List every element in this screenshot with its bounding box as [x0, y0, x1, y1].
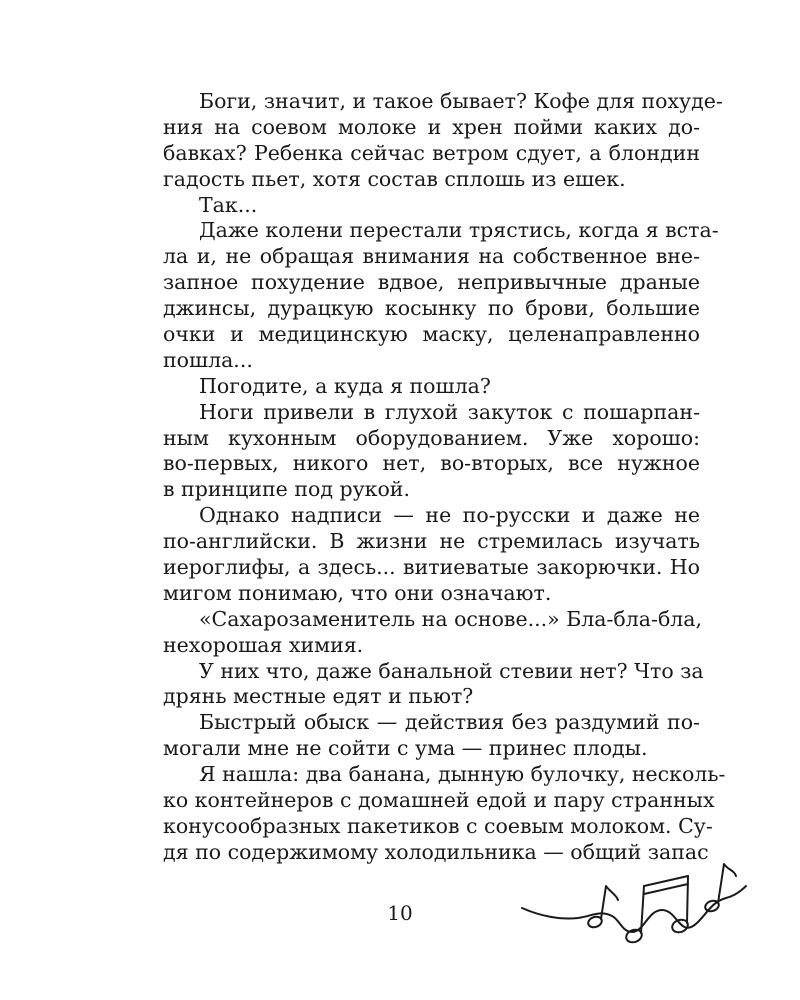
- text-line: ным кухонным оборудованием. Уже хорошо:: [163, 425, 700, 450]
- text-line: джинсы, дурацкую косынку по брови, большие: [163, 296, 700, 321]
- text-line: пошла...: [163, 347, 253, 372]
- page-text: [163, 89, 726, 866]
- text-line: Я нашла: два банана, дынную булочку, несколь-: [199, 762, 726, 787]
- text-line: конусообразных пакетиков с соевым молоком. Су-: [163, 813, 713, 838]
- text-line: дя по содержимому холодильника — общий запас: [163, 839, 709, 864]
- page-number: 10: [387, 901, 413, 925]
- text-line: ла и, не обращая внимания на собственное вне-: [163, 244, 700, 269]
- text-line: нехорошая химия.: [163, 632, 364, 657]
- text-line: могали мне не сойти с ума — принес плоды.: [163, 736, 648, 761]
- text-line: дрянь местные едят и пьют?: [163, 684, 474, 709]
- text-line: Погодите, а куда я пошла?: [199, 373, 491, 398]
- text-line: во-первых, никого нет, во-вторых, все нужное: [163, 451, 700, 476]
- text-line: Однако надписи — не по-русски и даже не: [199, 503, 700, 528]
- text-line: по-английски. В жизни не стремилась изучать: [163, 529, 700, 554]
- text-line: «Сахарозаменитель на основе...» Бла-бла-бла,: [199, 606, 703, 631]
- text-line: мигом понимаю, что они означают.: [163, 580, 552, 605]
- text-line: иероглифы, а здесь... витиеватые закорючки. Но: [163, 555, 700, 580]
- text-line: гадость пьет, хотя состав сплошь из ешек.: [163, 166, 626, 191]
- text-line: Боги, значит, и такое бывает? Кофе для похуде-: [199, 89, 723, 113]
- text-line: ния на соевом молоке и хрен пойми каких до-: [163, 114, 700, 139]
- text-line: запное похудение вдвое, непривычные драные: [163, 270, 700, 295]
- music-notes-icon: [520, 850, 750, 960]
- text-line: Быстрый обыск — действия без раздумий по-: [199, 710, 700, 735]
- text-line: Так...: [199, 192, 258, 217]
- text-line: У них что, даже банальной стевии нет? Что за: [199, 658, 704, 683]
- text-line: в принципе под рукой.: [163, 477, 410, 502]
- text-line: Ноги привели в глухой закуток с пошарпан-: [199, 399, 700, 424]
- text-line: очки и медицинскую маску, целенаправленно: [163, 322, 700, 347]
- text-line: ко контейнеров с домашней едой и пару странных: [163, 788, 715, 813]
- text-line: бавках? Ребенка сейчас ветром сдует, а блондин: [163, 140, 700, 165]
- text-line: Даже колени перестали трястись, когда я вста-: [199, 218, 719, 243]
